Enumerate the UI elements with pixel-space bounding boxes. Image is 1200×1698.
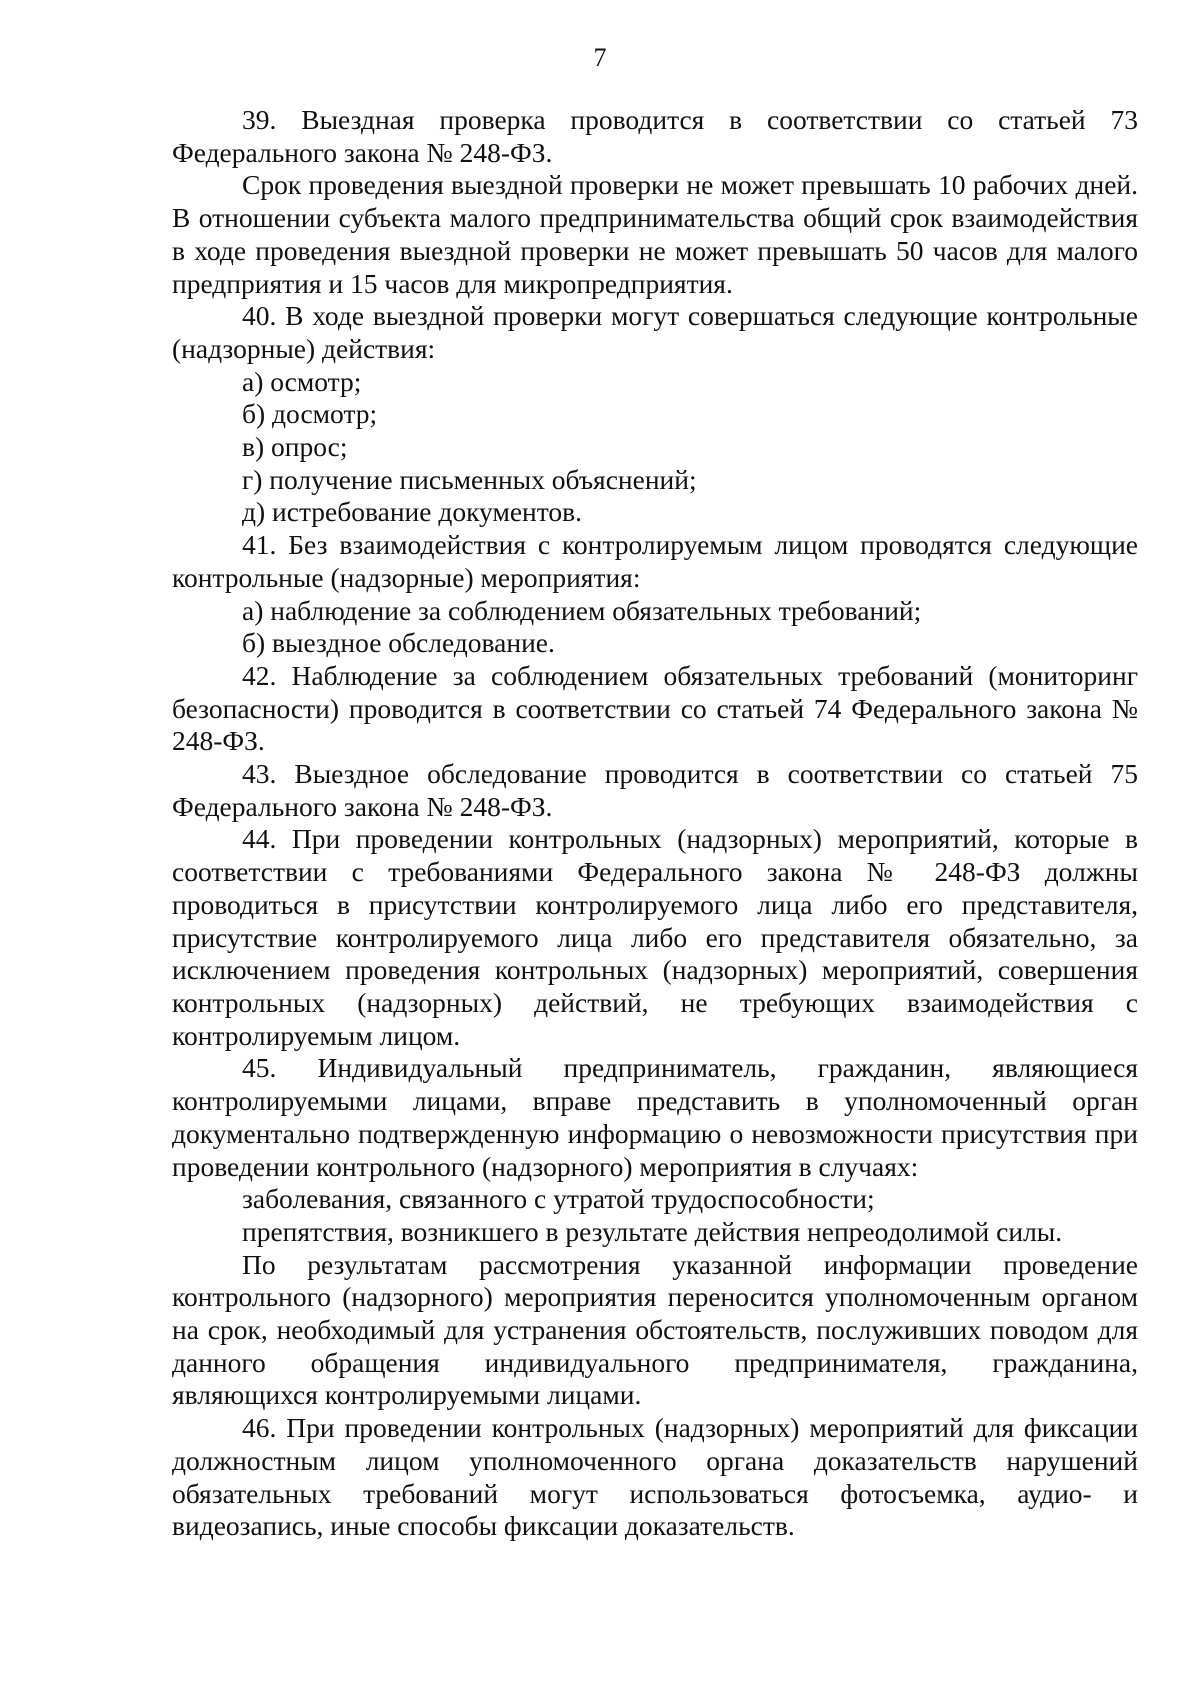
case-force-majeure: препятствия, возникшего в результате действия непреодолимой силы.	[242, 1215, 1063, 1247]
document-body	[172, 104, 1138, 1543]
list-item-a-observation: а) наблюдение за соблюдением обязательных требований;	[242, 594, 922, 626]
list-item-g-explanations: г) получение письменных объяснений;	[242, 463, 697, 495]
paragraph-45: 45. Индивидуальный предприниматель, гражданин, являющиеся контролируемыми лицами, вправе представить в уполномоченный орган документально подтвержденную информацию о невозможности присутствия при проведении контрольного (надзорного) мероприятия в случаях:	[172, 1052, 1138, 1182]
paragraph-40: 40. В ходе выездной проверки могут совершаться следующие контрольные (надзорные) действия:	[172, 300, 1138, 364]
list-item-b-field-survey: б) выездное обследование.	[242, 627, 555, 659]
paragraph-inspection-term: Срок проведения выездной проверки не может превышать 10 рабочих дней. В отношении субъекта малого предпринимательства общий срок взаимодействия в ходе проведения выездной проверки не может превышать 50 часов для малого предприятия и 15 часов для микропредприятия.	[172, 169, 1138, 299]
list-item-a-inspection: а) осмотр;	[242, 365, 362, 397]
paragraph-43: 43. Выездное обследование проводится в соответствии со статьей 75 Федерального закона № 248-ФЗ.	[172, 758, 1138, 822]
paragraph-postponement: По результатам рассмотрения указанной информации проведение контрольного (надзорного) мероприятия переносится уполномоченным органом на срок, необходимый для устранения обстоятельств, послуживших поводом для данного обращения индивидуального предпринимателя, гражданина, являющихся контролируемыми лицами.	[172, 1248, 1138, 1411]
list-item-v-survey: в) опрос;	[242, 431, 348, 463]
list-item-b-search: б) досмотр;	[242, 398, 378, 430]
paragraph-46: 46. При проведении контрольных (надзорных) мероприятий для фиксации должностным лицом уполномоченного органа доказательств нарушений обязательных требований могут использоваться фотосъемка, аудио- и видеозапись, иные способы фиксации доказательств.	[172, 1412, 1138, 1542]
paragraph-44: 44. При проведении контрольных (надзорных) мероприятий, которые в соответствии с требованиями Федерального закона № 248-ФЗ должны проводиться в присутствии контролируемого лица либо его представителя, присутствие контролируемого лица либо его представителя обязательно, за исключением проведения контрольных (надзорных) мероприятий, совершения контрольных (надзорных) действий, не требующих взаимодействия с контролируемым лицом.	[172, 823, 1138, 1051]
case-illness: заболевания, связанного с утратой трудоспособности;	[242, 1183, 875, 1215]
page-number: 7	[593, 43, 607, 72]
paragraph-42: 42. Наблюдение за соблюдением обязательных требований (мониторинг безопасности) проводится в соответствии со статьей 74 Федерального закона № 248-ФЗ.	[172, 659, 1138, 757]
list-item-d-documents: д) истребование документов.	[242, 496, 583, 528]
paragraph-39: 39. Выездная проверка проводится в соответствии со статьей 73 Федерального закона № 248-ФЗ.	[172, 104, 1138, 168]
paragraph-41: 41. Без взаимодействия с контролируемым лицом проводятся следующие контрольные (надзорные) мероприятия:	[172, 529, 1138, 593]
